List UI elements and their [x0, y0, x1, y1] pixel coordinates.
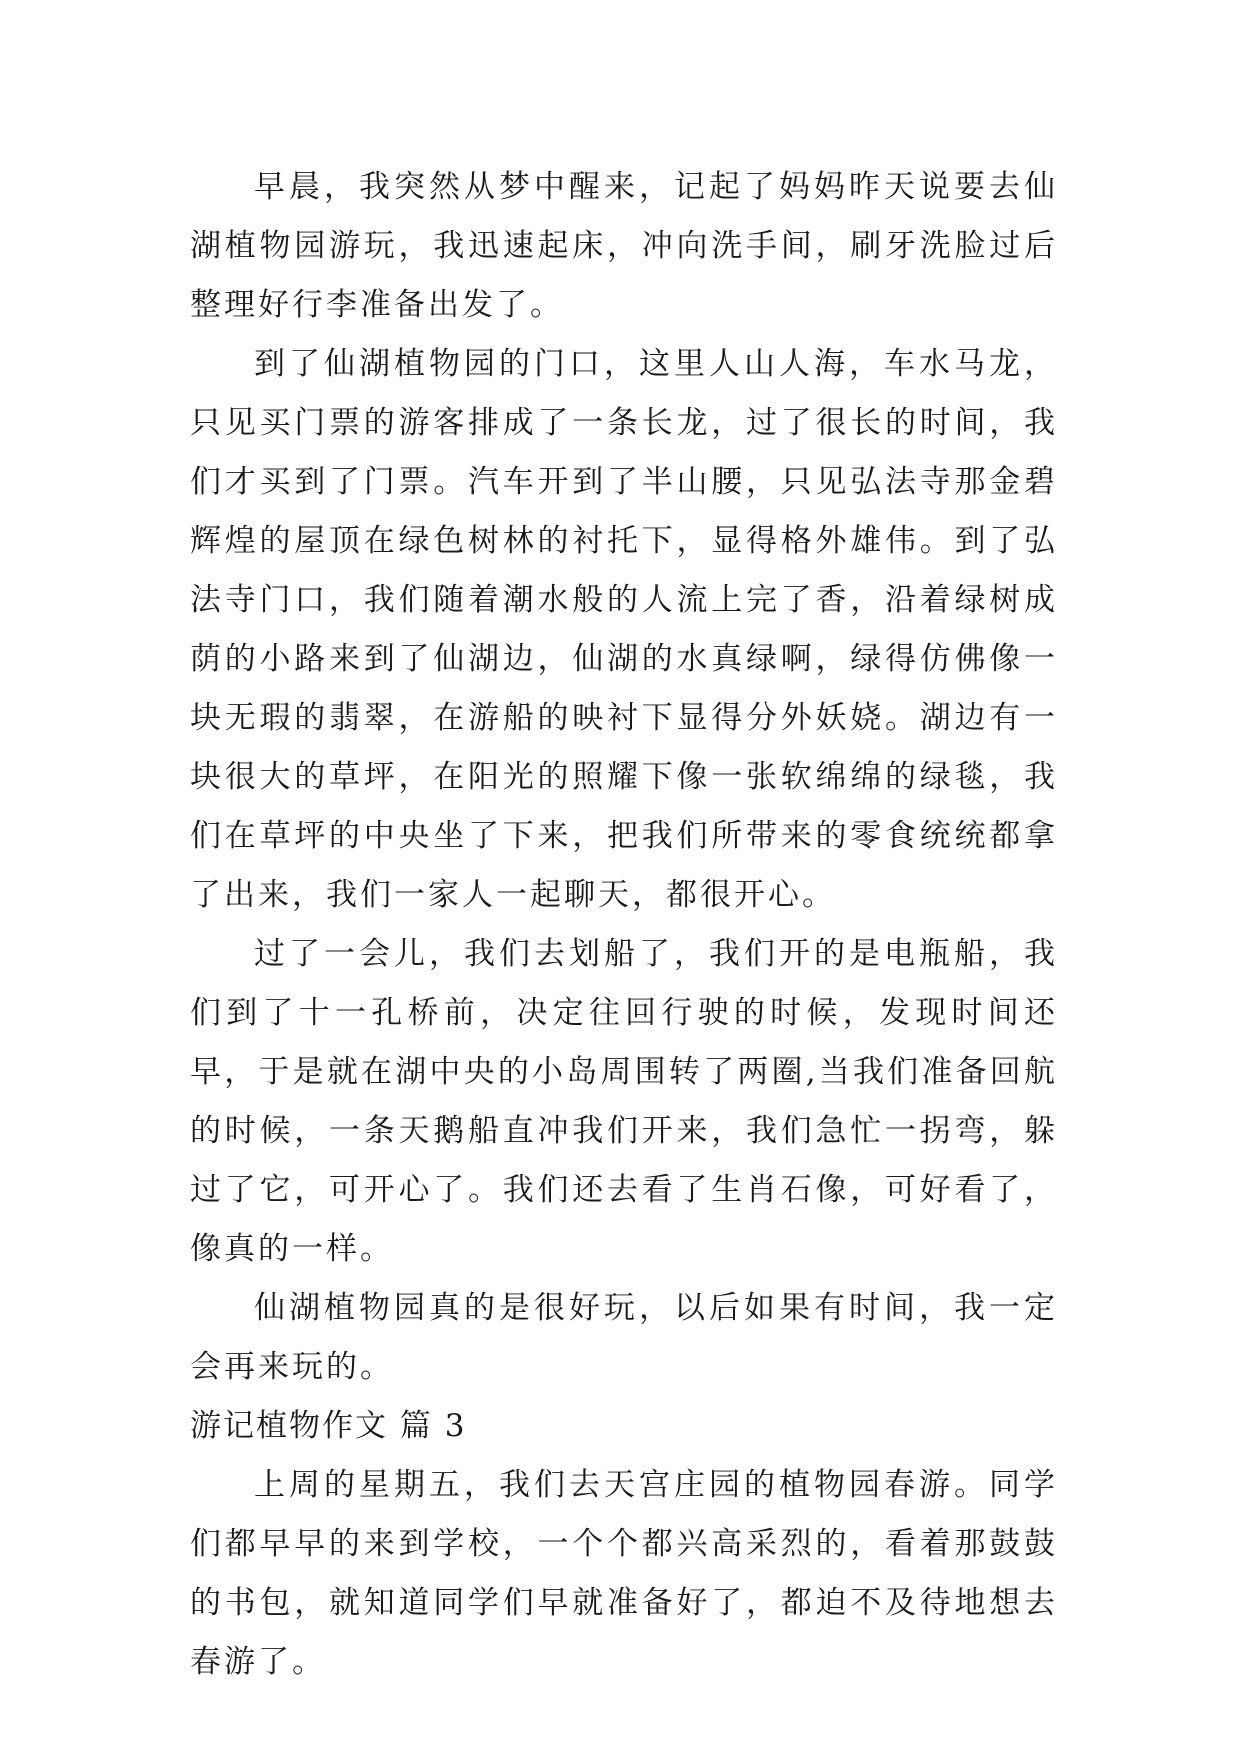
paragraph-park-visit: 到了仙湖植物园的门口，这里人山人海，车水马龙，只见买门票的游客排成了一条长龙，过了很长的时间，我们才买到了门票。汽车开到了半山腰，只见弘法寺那金碧辉煌的屋顶在绿色树林的衬托下，显得格外雄伟。到了弘法寺门口，我们随着潮水般的人流上完了香，沿着绿树成荫的小路来到了仙湖边，仙湖的水真绿啊，绿得仿佛像一块无瑕的翡翠，在游船的映衬下显得分外妖娆。湖边有一块很大的草坪，在阳光的照耀下像一张软绵绵的绿毯，我们在草坪的中央坐了下来，把我们所带来的零食统统都拿了出来，我们一家人一起聊天，都很开心。 — [190, 346, 1058, 913]
paragraph-morning: 早晨，我突然从梦中醒来，记起了妈妈昨天说要去仙湖植物园游玩，我迅速起床，冲向洗手间，刷牙洗脸过后整理好行李准备出发了。 — [190, 169, 1058, 323]
paragraph-spring-outing: 上周的星期五，我们去天宫庄园的植物园春游。同学们都早早的来到学校，一个个都兴高采烈的，看着那鼓鼓的书包，就知道同学们早就准备好了，都迫不及待地想去春游了。 — [190, 1467, 1058, 1680]
document-body — [190, 158, 1058, 1692]
paragraph-conclusion: 仙湖植物园真的是很好玩，以后如果有时间，我一定会再来玩的。 — [190, 1290, 1058, 1385]
paragraph-boating: 过了一会儿，我们去划船了，我们开的是电瓶船，我们到了十一孔桥前，决定往回行驶的时候，发现时间还早，于是就在湖中央的小岛周围转了两圈,当我们准备回航的时候，一条天鹅船直冲我们开来，我们急忙一拐弯，躲过了它，可开心了。我们还去看了生肖石像，可好看了，像真的一样。 — [190, 936, 1058, 1267]
section-heading: 游记植物作文 篇 3 — [190, 1408, 467, 1444]
